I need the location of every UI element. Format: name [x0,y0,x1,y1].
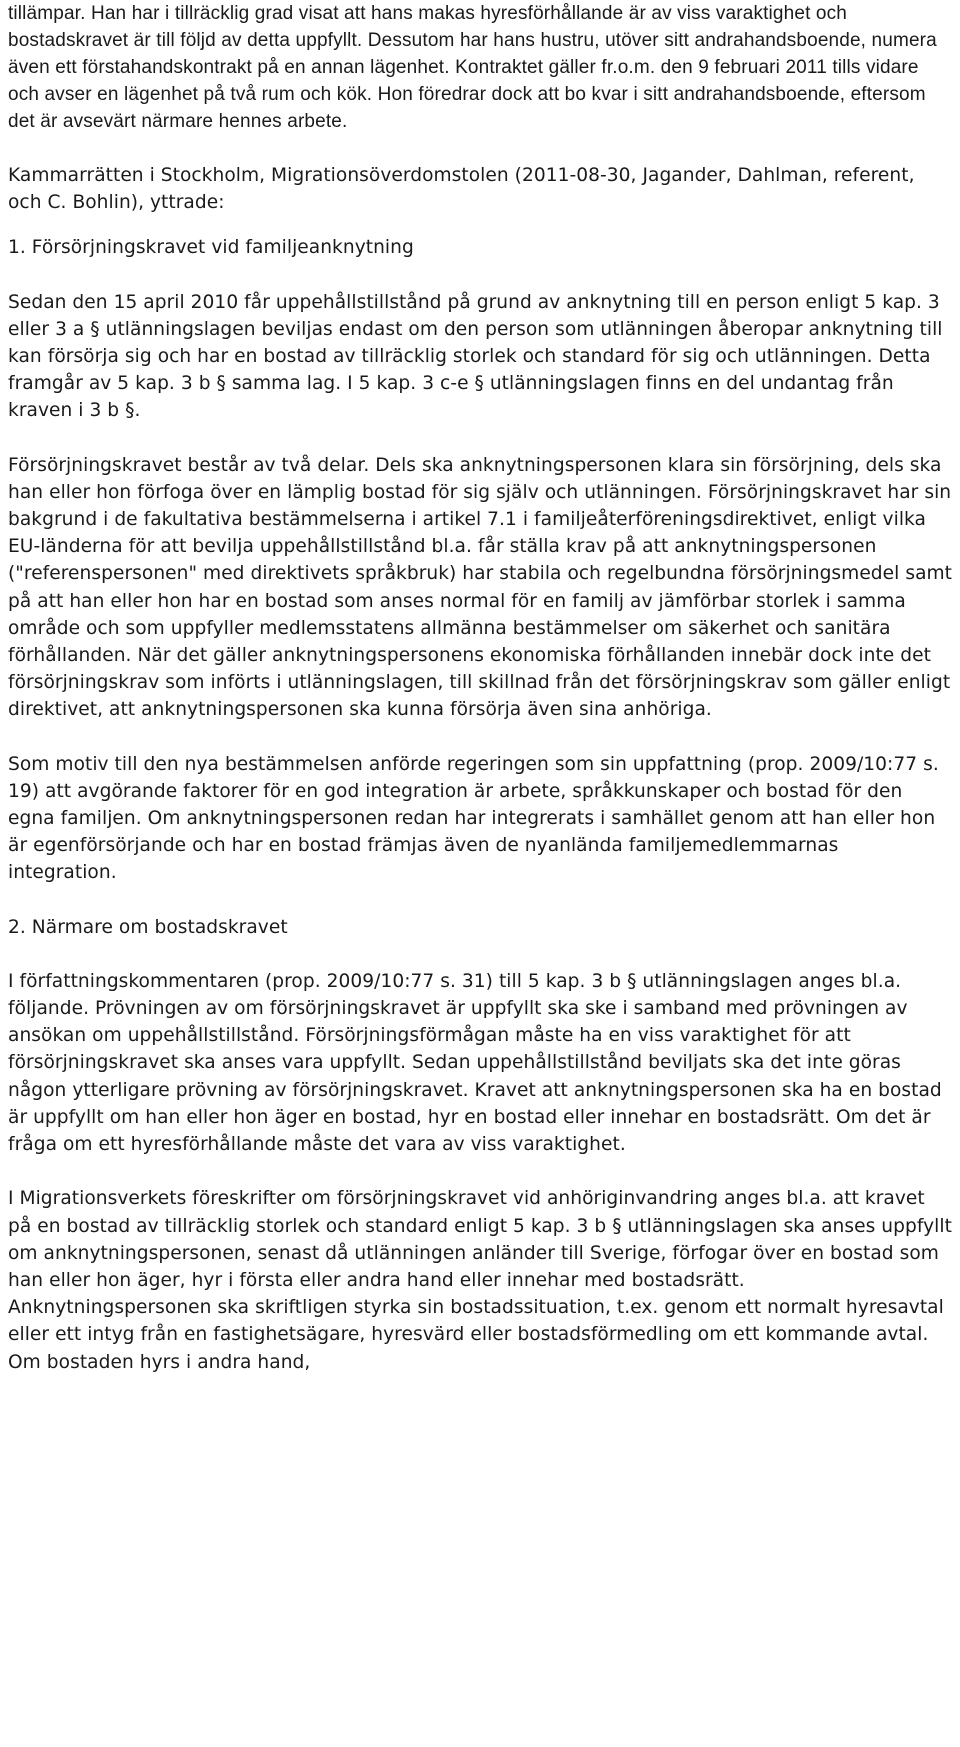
court-paragraph: Kammarrätten i Stockholm, Migrationsöverdomstolen (2011-08-30, Jagander, Dahlman, referent, och C. Bohlin), yttrade: [8,165,915,214]
spacer [8,724,952,751]
spacer [8,425,952,452]
paragraph-1: Sedan den 15 april 2010 får uppehållstillstånd på grund av anknytning till en person enligt 5 kap. 3 eller 3 a § utlänningslagen beviljas endast om den person som utlänningen åberopar anknytning till kan försörja sig och har en bostad av tillräcklig storlek och standard för sig och utlänningen. Detta framgår av 5 kap. 3 b § samma lag. I 5 kap. 3 c-e § utlänningslagen finns en del undantag från kraven i 3 b §. [8,291,943,422]
paragraph-3: Som motiv till den nya bestämmelsen anförde regeringen som sin uppfattning (prop. 2009/10:77 s. 19) att avgörande faktorer för en god integration är arbete, språkkunskaper och bostad för den egna familjen. Om anknytningspersonen redan har integrerats i samhället genom att han eller hon är egenförsörjande och har en bostad främjas även de nyanlända familjemedlemmarnas integration. [8,753,939,884]
spacer [8,1158,952,1185]
spacer [8,135,952,162]
paragraph-5: I Migrationsverkets föreskrifter om försörjningskravet vid anhöriginvandring anges bl.a. att kravet på en bostad av tillräcklig storlek och standard enligt 5 kap. 3 b § utlänningslagen ska anses uppfyllt om anknytningspersonen, senast då utlänningen anländer till Sverige, förfogar över en bostad som han eller hon äger, hyr i första eller andra hand eller innehar med bostadsrätt. Anknytningspersonen ska skriftligen styrka sin bostadssituation, t.ex. genom ett normalt hyresavtal eller ett intyg från en fastighetsägare, hyresvärd eller bostadsförmedling om ett kommande avtal. Om bostaden hyrs i andra hand, [8,1188,952,1373]
intro-paragraph: tillämpar. Han har i tillräcklig grad visat att hans makas hyresförhållande är av viss varaktighet och bostadskravet är till följd av detta uppfyllt. Dessutom har hans hustru, utöver sitt andrahandsboende, numera även ett förstahandskontrakt på en annan lägenhet. Kontraktet gäller fr.o.m. den 9 februari 2011 tills vidare och avser en lägenhet på två rum och kök. Hon föredrar dock att bo kvar i sitt andrahandsboende, eftersom det är avsevärt närmare hennes arbete. [8,3,937,132]
spacer [8,941,952,968]
section-heading-2: 2. Närmare om bostadskravet [8,916,288,938]
spacer [8,216,952,234]
spacer [8,262,952,289]
section-heading-1: 1. Försörjningskravet vid familjeanknytning [8,237,414,259]
paragraph-4: I författningskommentaren (prop. 2009/10:77 s. 31) till 5 kap. 3 b § utlänningslagen anges bl.a. följande. Prövningen av om försörjningskravet är uppfyllt ska ske i samband med prövningen av ansökan om uppehållstillstånd. Försörjningsförmågan måste ha en viss varaktighet för att försörjningskravet ska anses vara uppfyllt. Sedan uppehållstillstånd beviljats ska det inte göras någon ytterligare prövning av försörjningskravet. Kravet att anknytningspersonen ska ha en bostad är uppfyllt om han eller hon äger en bostad, hyr en bostad eller innehar en bostadsrätt. Om det är fråga om ett hyresförhållande måste det vara av viss varaktighet. [8,970,942,1156]
paragraph-2: Försörjningskravet består av två delar. Dels ska anknytningspersonen klara sin försörjning, dels ska han eller hon förfoga över en lämplig bostad för sig själv och utlänningen. Försörjningskravet har sin bakgrund i de fakultativa bestämmelserna i artikel 7.1 i familjeåterföreningsdirektivet, enligt vilka EU-länderna för att bevilja uppehållstillstånd bl.a. får ställa krav på att anknytningspersonen ("referenspersonen" med direktivets språkbruk) har stabila och regelbundna försörjningsmedel samt på att han eller hon har en bostad som anses normal för en familj av jämförbar storlek i samma område och som uppfyller medlemsstatens allmänna bestämmelser om säkerhet och sanitära förhållanden. När det gäller anknytningspersonens ekonomiska förhållanden innebär dock inte det försörjningskrav som införts i utlänningslagen, till skillnad från det försörjningskrav som gäller enligt direktivet, att anknytningspersonen ska kunna försörja även sina anhöriga. [8,454,953,721]
spacer [8,887,952,914]
